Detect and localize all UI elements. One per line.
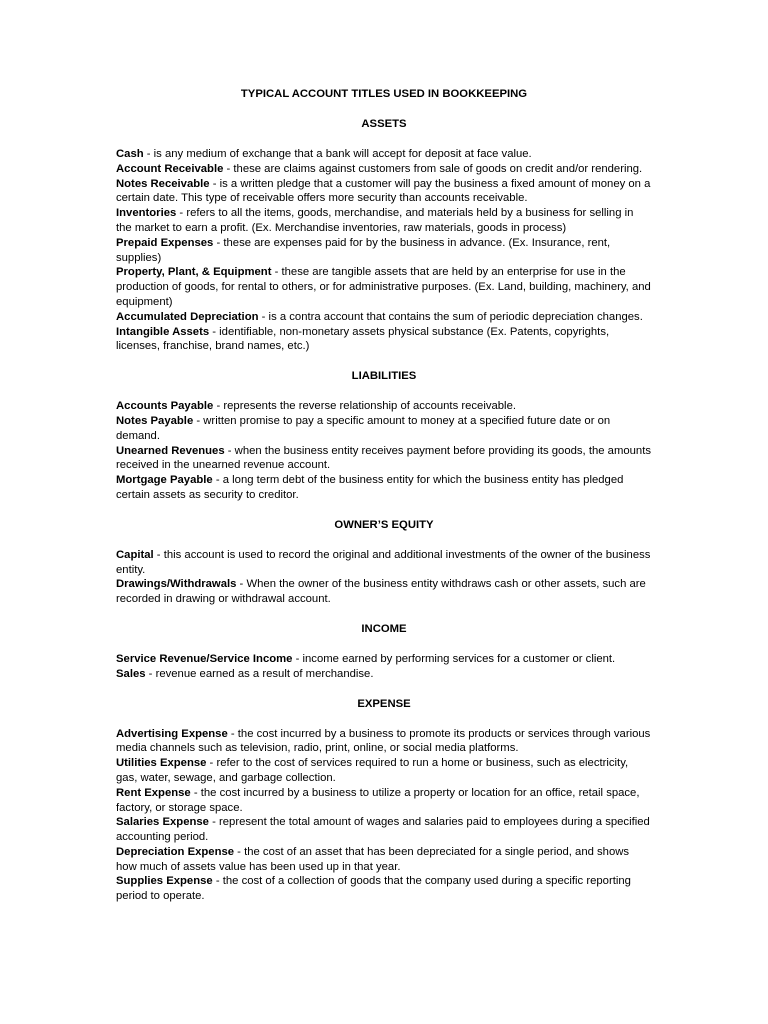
account-definition: - is a contra account that contains the sum of periodic depreciation changes.: [258, 310, 643, 323]
account-term: Unearned Revenues: [116, 444, 225, 457]
account-entry: [116, 310, 652, 325]
account-definition: - these are expenses paid for by the business in advance. (Ex. Insurance, rent, supplies): [116, 236, 611, 264]
account-entry: [116, 727, 652, 757]
section-heading: OWNER’S EQUITY: [334, 518, 434, 531]
account-term: Intangible Assets: [116, 325, 210, 338]
account-term: Service Revenue/Service Income: [116, 652, 293, 665]
account-definition: - refer to the cost of services required to run a home or business, such as electricity, gas, water, sewage, and garbage collection.: [116, 757, 629, 784]
account-entry: [116, 147, 652, 162]
account-definition: - represent the total amount of wages and salaries paid to employees during a specified accounting period.: [116, 816, 650, 844]
account-definition: - refers to all the items, goods, merchandise, and materials held by a business for selling in the market to earn a profit. (Ex. Merchandise inventories, raw materials, goods in process): [116, 207, 634, 234]
account-definition: - written promise to pay a specific amount to money at a specified future date or on demand.: [116, 414, 611, 442]
account-definition: - when the business entity receives payment before providing its goods, the amounts received in the unearned revenue account.: [116, 444, 652, 472]
section-heading: LIABILITIES: [351, 370, 417, 383]
entry-list: [116, 548, 652, 607]
section-heading: ASSETS: [361, 118, 407, 130]
document-page: [116, 87, 652, 919]
account-definition: - these are tangible assets that are held by an enterprise for use in the production of goods, for rental to others, or for administrative purposes. (Ex. Land, building, machinery, and equipment): [116, 266, 651, 308]
account-entry: [116, 874, 652, 904]
account-entry: [116, 786, 652, 816]
sections-container: [116, 117, 652, 904]
section-expense: [116, 697, 652, 905]
account-entry: [116, 414, 652, 444]
account-entry: [116, 652, 652, 667]
account-term: Sales: [116, 667, 146, 680]
document-title: TYPICAL ACCOUNT TITLES USED IN BOOKKEEPING: [240, 88, 528, 100]
account-entry: [116, 667, 652, 682]
account-term: Mortgage Payable: [116, 474, 213, 487]
account-definition: - is any medium of exchange that a bank will accept for deposit at face value.: [143, 148, 532, 160]
account-entry: [116, 236, 652, 266]
entry-list: [116, 652, 652, 682]
account-term: Cash: [116, 148, 144, 160]
section-assets: [116, 117, 652, 354]
account-entry: [116, 162, 652, 177]
account-term: Accounts Payable: [116, 400, 214, 413]
account-entry: [116, 845, 652, 875]
account-term: Inventories: [116, 207, 177, 220]
account-definition: - the cost of a collection of goods that the company used during a specific reporting period to operate.: [116, 875, 631, 903]
account-entry: [116, 399, 652, 414]
account-definition: - When the owner of the business entity withdraws cash or other assets, such are recorded in drawing or withdrawal account.: [116, 578, 646, 606]
entry-list: [116, 147, 652, 354]
account-definition: - revenue earned as a result of merchandise.: [145, 667, 374, 680]
account-entry: [116, 815, 652, 845]
account-term: Utilities Expense: [116, 757, 207, 770]
account-entry: [116, 577, 652, 607]
account-term: Prepaid Expenses: [116, 236, 214, 249]
account-definition: - this account is used to record the original and additional investments of the owner of the business entity.: [116, 548, 651, 576]
account-term: Account Receivable: [116, 162, 224, 175]
account-definition: - identifiable, non-monetary assets physical substance (Ex. Patents, copyrights, licenses, franchise, brand names, etc.): [116, 325, 610, 353]
entry-list: [116, 399, 652, 503]
account-term: Accumulated Depreciation: [116, 310, 259, 323]
account-term: Salaries Expense: [116, 816, 209, 829]
account-entry: [116, 177, 652, 207]
section-heading: INCOME: [361, 622, 407, 635]
account-entry: [116, 325, 652, 355]
account-definition: - these are claims against customers from sale of goods on credit and/or rendering.: [223, 162, 643, 175]
account-term: Depreciation Expense: [116, 845, 235, 858]
account-term: Notes Receivable: [116, 177, 210, 190]
account-definition: - the cost incurred by a business to utilize a property or location for an office, retail space, factory, or storage space.: [116, 786, 640, 814]
entry-list: [116, 727, 652, 905]
section-liabilities: [116, 369, 652, 503]
account-entry: [116, 265, 652, 309]
account-term: Capital: [116, 548, 154, 561]
account-term: Rent Expense: [116, 786, 191, 799]
account-definition: - is a written pledge that a customer will pay the business a fixed amount of money on a certain date. This type of receivable offers more security than accounts receivable.: [116, 177, 651, 205]
account-entry: [116, 206, 652, 236]
account-entry: [116, 444, 652, 474]
account-definition: - income earned by performing services for a customer or client.: [292, 652, 616, 665]
account-definition: - the cost incurred by a business to promote its products or services through various media channels such as television, radio, print, online, or social media platforms.: [116, 727, 651, 755]
account-entry: [116, 548, 652, 578]
account-entry: [116, 473, 652, 503]
account-term: Notes Payable: [116, 414, 194, 427]
section-owner-s-equity: [116, 518, 652, 607]
account-term: Drawings/Withdrawals: [116, 578, 237, 591]
account-definition: - the cost of an asset that has been depreciated for a single period, and shows how much of assets value has been used up in that year.: [116, 845, 630, 873]
account-entry: [116, 756, 652, 786]
account-term: Supplies Expense: [116, 875, 213, 888]
section-heading: EXPENSE: [357, 697, 411, 710]
account-term: Property, Plant, & Equipment: [116, 266, 272, 279]
account-definition: - a long term debt of the business entity for which the business entity has pledged certain assets as security to creditor.: [116, 474, 624, 501]
account-term: Advertising Expense: [116, 727, 228, 740]
section-income: [116, 622, 652, 682]
account-definition: - represents the reverse relationship of accounts receivable.: [213, 400, 516, 413]
